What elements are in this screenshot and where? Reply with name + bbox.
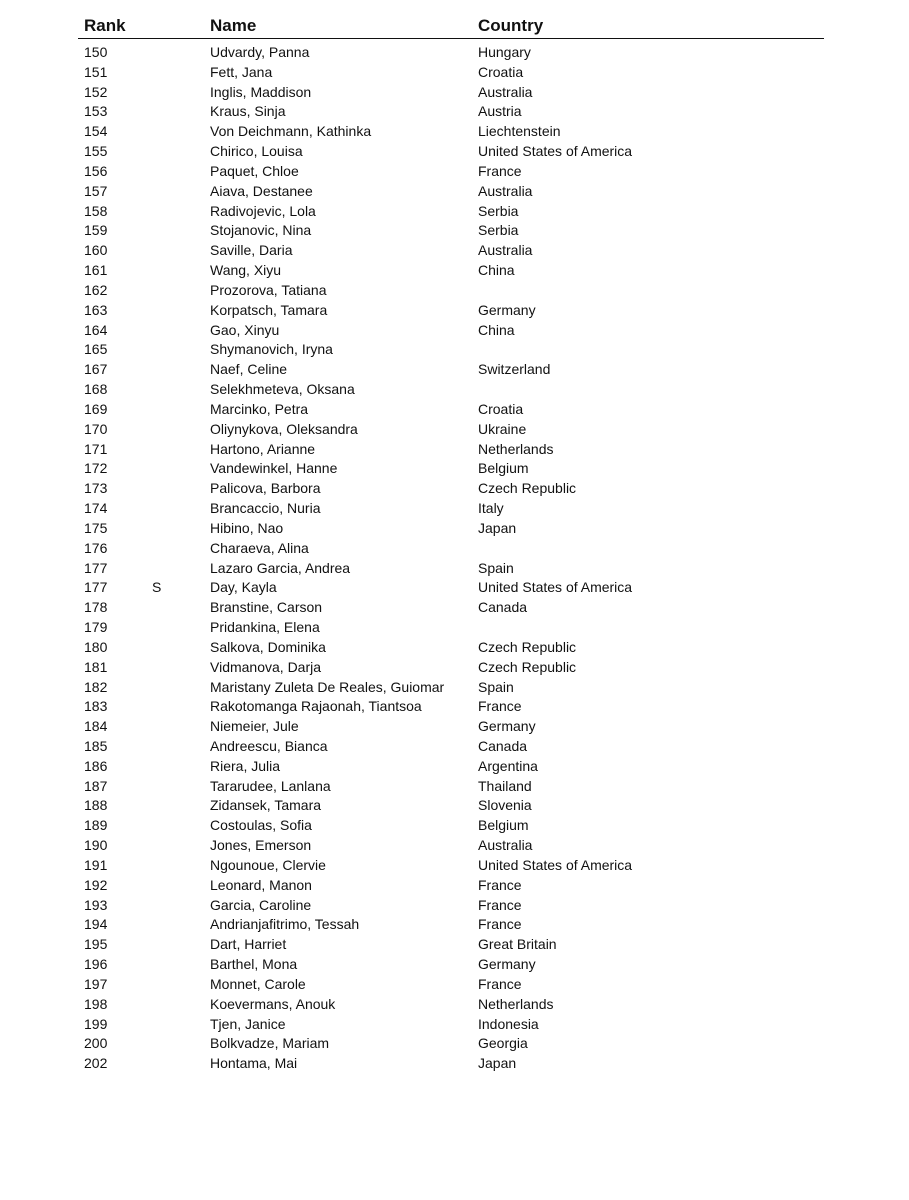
rank-cell: 169: [84, 400, 108, 417]
table-row: [78, 598, 824, 618]
player-name-cell: Vandewinkel, Hanne: [210, 460, 338, 477]
country-cell: Serbia: [478, 222, 519, 239]
rank-cell: 197: [84, 975, 108, 992]
player-name-cell: Vidmanova, Darja: [210, 658, 322, 675]
player-name-cell: Tararudee, Lanlana: [210, 777, 331, 794]
table-row: [78, 102, 824, 122]
country-cell: France: [478, 896, 522, 913]
table-row: [78, 777, 824, 797]
player-name-cell: Dart, Harriet: [210, 936, 287, 953]
player-name-cell: Rakotomanga Rajaonah, Tiantsoa: [210, 698, 422, 715]
table-row: [78, 221, 824, 241]
country-cell: Italy: [478, 500, 504, 517]
country-cell: Netherlands: [478, 440, 554, 457]
table-row: [78, 301, 824, 321]
table-row: [78, 420, 824, 440]
player-name-cell: Maristany Zuleta De Reales, Guiomar: [210, 678, 445, 695]
player-name-cell: Riera, Julia: [210, 757, 281, 774]
country-cell: Spain: [478, 678, 514, 695]
country-cell: Czech Republic: [478, 638, 577, 655]
country-cell: Ukraine: [478, 420, 527, 437]
rank-cell: 188: [84, 797, 108, 814]
table-row: [78, 896, 824, 916]
country-cell: Serbia: [478, 202, 519, 219]
table-row: [78, 122, 824, 142]
country-cell: Georgia: [478, 1035, 528, 1052]
rank-cell: 165: [84, 341, 108, 358]
table-row: [78, 43, 824, 63]
rank-cell: 192: [84, 876, 108, 893]
country-cell: Liechtenstein: [478, 123, 561, 140]
player-name-cell: Garcia, Caroline: [210, 896, 312, 913]
country-cell: Canada: [478, 737, 528, 754]
country-cell: Germany: [478, 301, 536, 318]
rank-cell: 155: [84, 143, 108, 160]
table-row: [78, 63, 824, 83]
table-row: [78, 876, 824, 896]
country-cell: Belgium: [478, 460, 529, 477]
table-row: [78, 578, 824, 598]
rank-cell: 193: [84, 896, 108, 913]
header-name: Name: [210, 16, 257, 35]
country-cell: Japan: [478, 519, 517, 536]
rank-cell: 198: [84, 995, 108, 1012]
table-row: [78, 162, 824, 182]
country-cell: Slovenia: [478, 797, 532, 814]
rank-cell: 175: [84, 519, 108, 536]
player-name-cell: Costoulas, Sofia: [210, 817, 312, 834]
country-cell: Croatia: [478, 400, 524, 417]
rank-cell: 185: [84, 737, 108, 754]
table-row: [78, 618, 824, 638]
rank-cell: 189: [84, 817, 108, 834]
table-row: [78, 935, 824, 955]
table-row: [78, 479, 824, 499]
player-name-cell: Day, Kayla: [210, 579, 277, 596]
player-name-cell: Von Deichmann, Kathinka: [210, 123, 372, 140]
table-row: [78, 459, 824, 479]
rank-cell: 195: [84, 936, 108, 953]
player-name-cell: Chirico, Louisa: [210, 143, 303, 160]
table-row: [78, 1015, 824, 1035]
country-cell: Hungary: [478, 44, 531, 60]
player-name-cell: Monnet, Carole: [210, 975, 306, 992]
table-row: [78, 1034, 824, 1054]
table-row: [78, 380, 824, 400]
rank-cell: 172: [84, 460, 108, 477]
player-name-cell: Niemeier, Jule: [210, 718, 299, 735]
country-cell: United States of America: [478, 856, 633, 873]
country-cell: Austria: [478, 103, 522, 120]
table-row: [78, 202, 824, 222]
rank-cell: 154: [84, 123, 108, 140]
rank-cell: 167: [84, 361, 108, 378]
country-cell: Australia: [478, 83, 533, 100]
rank-cell: 200: [84, 1035, 108, 1052]
rank-cell: 176: [84, 539, 108, 556]
country-cell: Germany: [478, 718, 536, 735]
rank-cell: 171: [84, 440, 108, 457]
table-row: [78, 658, 824, 678]
rank-cell: 156: [84, 162, 108, 179]
country-cell: Great Britain: [478, 936, 557, 953]
rank-cell: 184: [84, 718, 108, 735]
player-name-cell: Zidansek, Tamara: [210, 797, 322, 814]
country-cell: Spain: [478, 559, 514, 576]
table-row: [78, 241, 824, 261]
table-row: [78, 737, 824, 757]
country-cell: Czech Republic: [478, 658, 577, 675]
country-cell: Japan: [478, 1055, 517, 1072]
country-cell: Switzerland: [478, 361, 551, 378]
rank-cell: 170: [84, 420, 108, 437]
table-row: [78, 975, 824, 995]
country-cell: France: [478, 876, 522, 893]
table-row: [78, 499, 824, 519]
player-name-cell: Andreescu, Bianca: [210, 737, 328, 754]
rank-cell: 187: [84, 777, 108, 794]
rank-cell: 177: [84, 579, 108, 596]
player-name-cell: Marcinko, Petra: [210, 400, 309, 417]
player-name-cell: Palicova, Barbora: [210, 480, 321, 497]
table-row: [78, 995, 824, 1015]
rank-cell: 180: [84, 638, 108, 655]
rank-cell: 174: [84, 500, 108, 517]
table-row: [78, 559, 824, 579]
player-name-cell: Hibino, Nao: [210, 519, 284, 536]
player-name-cell: Jones, Emerson: [210, 837, 312, 854]
rank-cell: 159: [84, 222, 108, 239]
player-name-cell: Stojanovic, Nina: [210, 222, 312, 239]
player-name-cell: Fett, Jana: [210, 63, 273, 80]
country-cell: Germany: [478, 956, 536, 973]
table-row: [78, 281, 824, 301]
country-cell: Australia: [478, 182, 533, 199]
rank-cell: 162: [84, 281, 108, 298]
table-row: [78, 717, 824, 737]
country-cell: France: [478, 698, 522, 715]
table-row: [78, 360, 824, 380]
player-name-cell: Paquet, Chloe: [210, 162, 299, 179]
table-row: [78, 321, 824, 341]
country-cell: United States of America: [478, 579, 633, 596]
country-cell: China: [478, 321, 515, 338]
table-row: [78, 816, 824, 836]
header-rank: Rank: [84, 16, 126, 35]
rank-cell: 164: [84, 321, 108, 338]
table-row: [78, 142, 824, 162]
table-row: [78, 796, 824, 816]
rank-cell: 157: [84, 182, 108, 199]
table-row: [78, 856, 824, 876]
table-row: [78, 1054, 824, 1074]
table-row: [78, 697, 824, 717]
player-name-cell: Leonard, Manon: [210, 876, 312, 893]
table-row: [78, 915, 824, 935]
player-name-cell: Saville, Daria: [210, 242, 293, 259]
country-cell: Australia: [478, 242, 533, 259]
table-row: [78, 836, 824, 856]
player-name-cell: Andrianjafitrimo, Tessah: [210, 916, 360, 933]
rank-cell: 183: [84, 698, 108, 715]
rank-cell: 163: [84, 301, 108, 318]
player-name-cell: Oliynykova, Oleksandra: [210, 420, 358, 437]
player-name-cell: Radivojevic, Lola: [210, 202, 316, 219]
country-cell: Thailand: [478, 777, 532, 794]
table-row: [78, 638, 824, 658]
table-header: [78, 14, 824, 39]
player-name-cell: Inglis, Maddison: [210, 83, 312, 100]
player-name-cell: Gao, Xinyu: [210, 321, 280, 338]
country-cell: France: [478, 916, 522, 933]
player-name-cell: Prozorova, Tatiana: [210, 281, 327, 298]
table-row: [78, 757, 824, 777]
country-cell: China: [478, 262, 515, 279]
table-row: [78, 340, 824, 360]
country-cell: Czech Republic: [478, 480, 577, 497]
player-name-cell: Shymanovich, Iryna: [210, 341, 333, 358]
player-name-cell: Naef, Celine: [210, 361, 288, 378]
country-cell: Australia: [478, 837, 533, 854]
player-name-cell: Aiava, Destanee: [210, 182, 313, 199]
rank-cell: 179: [84, 619, 108, 636]
table-row: [78, 955, 824, 975]
player-name-cell: Lazaro Garcia, Andrea: [210, 559, 351, 576]
rank-cell: 153: [84, 103, 108, 120]
country-cell: Canada: [478, 599, 528, 616]
player-name-cell: Barthel, Mona: [210, 956, 298, 973]
rank-cell: 191: [84, 856, 108, 873]
player-name-cell: Branstine, Carson: [210, 599, 323, 616]
rank-cell: 158: [84, 202, 108, 219]
player-name-cell: Pridankina, Elena: [210, 619, 320, 636]
country-cell: Argentina: [478, 757, 538, 774]
table-row: [78, 83, 824, 103]
country-cell: France: [478, 162, 522, 179]
rank-cell: 150: [84, 44, 108, 60]
player-name-cell: Charaeva, Alina: [210, 539, 309, 556]
player-name-cell: Tjen, Janice: [210, 1015, 286, 1032]
country-cell: Croatia: [478, 63, 524, 80]
table-row: [78, 440, 824, 460]
rank-cell: 181: [84, 658, 108, 675]
country-cell: Netherlands: [478, 995, 554, 1012]
country-cell: Belgium: [478, 817, 529, 834]
table-row: [78, 678, 824, 698]
rank-cell: 194: [84, 916, 108, 933]
rank-cell: 161: [84, 262, 108, 279]
table-row: [78, 261, 824, 281]
table-row: [78, 400, 824, 420]
ranking-table-body: [78, 43, 824, 1074]
rank-cell: 151: [84, 63, 108, 80]
table-row: [78, 519, 824, 539]
player-name-cell: Wang, Xiyu: [210, 262, 282, 279]
rank-cell: 186: [84, 757, 108, 774]
player-name-cell: Salkova, Dominika: [210, 638, 326, 655]
player-name-cell: Korpatsch, Tamara: [210, 301, 328, 318]
rank-cell: 202: [84, 1055, 108, 1072]
rank-cell: 199: [84, 1015, 108, 1032]
player-name-cell: Bolkvadze, Mariam: [210, 1035, 330, 1052]
player-name-cell: Koevermans, Anouk: [210, 995, 336, 1012]
rank-cell: 173: [84, 480, 108, 497]
country-cell: United States of America: [478, 143, 633, 160]
rank-cell: 190: [84, 837, 108, 854]
player-name-cell: Kraus, Sinja: [210, 103, 286, 120]
rank-cell: 160: [84, 242, 108, 259]
table-row: [78, 182, 824, 202]
status-mark-cell: S: [152, 579, 162, 596]
player-name-cell: Brancaccio, Nuria: [210, 500, 321, 517]
header-country: Country: [478, 16, 544, 35]
table-row: [78, 539, 824, 559]
player-name-cell: Hartono, Arianne: [210, 440, 316, 457]
country-cell: France: [478, 975, 522, 992]
player-name-cell: Ngounoue, Clervie: [210, 856, 326, 873]
rank-cell: 152: [84, 83, 108, 100]
player-name-cell: Udvardy, Panna: [210, 44, 310, 60]
rank-cell: 196: [84, 956, 108, 973]
rank-cell: 168: [84, 381, 108, 398]
rank-cell: 182: [84, 678, 108, 695]
player-name-cell: Selekhmeteva, Oksana: [210, 381, 355, 398]
rank-cell: 178: [84, 599, 108, 616]
player-name-cell: Hontama, Mai: [210, 1055, 298, 1072]
rank-cell: 177: [84, 559, 108, 576]
country-cell: Indonesia: [478, 1015, 539, 1032]
